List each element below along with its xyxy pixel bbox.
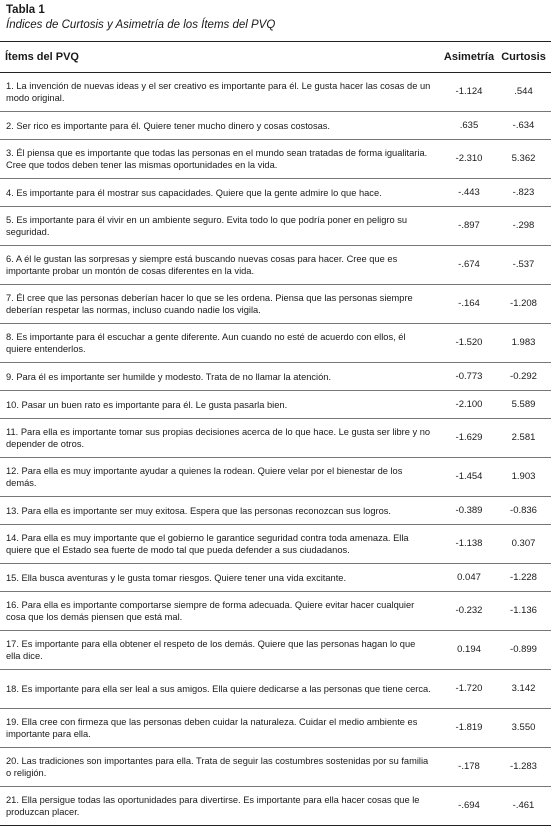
asimetria-value: -1.819 xyxy=(442,709,496,748)
asimetria-value: -.674 xyxy=(442,246,496,285)
table-row xyxy=(0,419,551,458)
curtosis-value: 1.903 xyxy=(496,458,551,497)
asimetria-value: -0.773 xyxy=(442,363,496,391)
item-text: 11. Para ella es importante tomar sus propias decisiones acerca de lo que hace. Le gusta ser libre y no depender de otros. xyxy=(0,419,442,458)
item-text: 4. Es importante para él mostrar sus capacidades. Quiere que la gente admire lo que hace. xyxy=(0,179,442,207)
curtosis-value: -1.283 xyxy=(496,748,551,787)
table-row xyxy=(0,564,551,592)
asimetria-value: -0.389 xyxy=(442,497,496,525)
table-row xyxy=(0,709,551,748)
curtosis-value: -.298 xyxy=(496,207,551,246)
asimetria-value: -1.454 xyxy=(442,458,496,497)
table-row xyxy=(0,391,551,419)
curtosis-value: 1.983 xyxy=(496,324,551,363)
table-row xyxy=(0,246,551,285)
table-row xyxy=(0,140,551,179)
item-text: 18. Es importante para ella ser leal a sus amigos. Ella quiere dedicarse a las personas que tiene cerca. xyxy=(0,670,442,709)
asimetria-value: -.694 xyxy=(442,787,496,826)
item-text: 21. Ella persigue todas las oportunidades para divertirse. Es importante para ella hacer cosas que le produzcan placer. xyxy=(0,787,442,826)
item-text: 8. Es importante para él escuchar a gente diferente. Aun cuando no esté de acuerdo con ellos, él quiere entenderlos. xyxy=(0,324,442,363)
item-text: 7. Él cree que las personas deberían hacer lo que se les ordena. Piensa que las personas siempre deberían respetar las normas, incluso cuando nadie los vigila. xyxy=(0,285,442,324)
item-text: 16. Para ella es importante comportarse siempre de forma adecuada. Quiere evitar hacer cualquier cosa que los demás piensen que está mal. xyxy=(0,592,442,631)
item-text: 9. Para él es importante ser humilde y modesto. Trata de no llamar la atención. xyxy=(0,363,442,391)
asimetria-value: -2.310 xyxy=(442,140,496,179)
pvq-table xyxy=(0,41,551,826)
table-row xyxy=(0,285,551,324)
table-row xyxy=(0,207,551,246)
item-text: 6. A él le gustan las sorpresas y siempre está buscando nuevas cosas para hacer. Cree que es importante probar un montón de cosas diferentes en la vida. xyxy=(0,246,442,285)
table-row xyxy=(0,179,551,207)
asimetria-value: -.178 xyxy=(442,748,496,787)
table-row xyxy=(0,670,551,709)
header-curtosis: Curtosis xyxy=(496,42,551,73)
table-row xyxy=(0,631,551,670)
asimetria-value: -0.232 xyxy=(442,592,496,631)
curtosis-value: 5.589 xyxy=(496,391,551,419)
item-text: 17. Es importante para ella obtener el respeto de los demás. Quiere que las personas hagan lo que ella dice. xyxy=(0,631,442,670)
asimetria-value: 0.047 xyxy=(442,564,496,592)
curtosis-value: -1.228 xyxy=(496,564,551,592)
asimetria-value: -2.100 xyxy=(442,391,496,419)
item-text: 5. Es importante para él vivir en un ambiente seguro. Evita todo lo que podría poner en peligro su seguridad. xyxy=(0,207,442,246)
asimetria-value: -1.720 xyxy=(442,670,496,709)
curtosis-value: .544 xyxy=(496,73,551,112)
table-row xyxy=(0,458,551,497)
asimetria-value: -.897 xyxy=(442,207,496,246)
curtosis-value: -0.899 xyxy=(496,631,551,670)
curtosis-value: -1.136 xyxy=(496,592,551,631)
asimetria-value: -1.629 xyxy=(442,419,496,458)
curtosis-value: 3.142 xyxy=(496,670,551,709)
item-text: 12. Para ella es muy importante ayudar a quienes la rodean. Quiere velar por el bienestar de los demás. xyxy=(0,458,442,497)
curtosis-value: -0.292 xyxy=(496,363,551,391)
table-row xyxy=(0,787,551,826)
item-text: 14. Para ella es muy importante que el gobierno le garantice seguridad contra toda amenaza. Ella quiere que el Estado sea fuerte de modo tal que pueda defender a sus ciudadanos. xyxy=(0,525,442,564)
asimetria-value: -1.520 xyxy=(442,324,496,363)
header-row xyxy=(0,42,551,73)
asimetria-value: -.443 xyxy=(442,179,496,207)
table-caption: Índices de Curtosis y Asimetría de los Ítems del PVQ xyxy=(6,19,276,31)
asimetria-value: -1.124 xyxy=(442,73,496,112)
item-text: 19. Ella cree con firmeza que las personas deben cuidar la naturaleza. Cuidar el medio ambiente es importante para ella. xyxy=(0,709,442,748)
item-text: 20. Las tradiciones son importantes para ella. Trata de seguir las costumbres sostenidas por su familia o religión. xyxy=(0,748,442,787)
curtosis-value: 0.307 xyxy=(496,525,551,564)
table-row xyxy=(0,363,551,391)
table-number: Tabla 1 xyxy=(6,4,45,16)
table-row xyxy=(0,324,551,363)
curtosis-value: 3.550 xyxy=(496,709,551,748)
curtosis-value: -0.836 xyxy=(496,497,551,525)
item-text: 2. Ser rico es importante para él. Quiere tener mucho dinero y cosas costosas. xyxy=(0,112,442,140)
item-text: 10. Pasar un buen rato es importante para él. Le gusta pasarla bien. xyxy=(0,391,442,419)
table-row xyxy=(0,112,551,140)
header-items: Ítems del PVQ xyxy=(0,42,442,73)
table-row xyxy=(0,73,551,112)
curtosis-value: -.823 xyxy=(496,179,551,207)
asimetria-value: -1.138 xyxy=(442,525,496,564)
item-text: 1. La invención de nuevas ideas y el ser creativo es importante para él. Le gusta hacer las cosas de un modo original. xyxy=(0,73,442,112)
curtosis-value: -.461 xyxy=(496,787,551,826)
item-text: 13. Para ella es importante ser muy exitosa. Espera que las personas reconozcan sus logros. xyxy=(0,497,442,525)
item-text: 15. Ella busca aventuras y le gusta tomar riesgos. Quiere tener una vida excitante. xyxy=(0,564,442,592)
header-asimetria: Asimetría xyxy=(442,42,496,73)
curtosis-value: 5.362 xyxy=(496,140,551,179)
curtosis-value: -.634 xyxy=(496,112,551,140)
table-row xyxy=(0,525,551,564)
table-row xyxy=(0,497,551,525)
table-row xyxy=(0,592,551,631)
asimetria-value: 0.194 xyxy=(442,631,496,670)
curtosis-value: -1.208 xyxy=(496,285,551,324)
table-row xyxy=(0,748,551,787)
asimetria-value: .635 xyxy=(442,112,496,140)
curtosis-value: -.537 xyxy=(496,246,551,285)
curtosis-value: 2.581 xyxy=(496,419,551,458)
item-text: 3. Él piensa que es importante que todas las personas en el mundo sean tratadas de forma igualitaria. Cree que todos deben tener las mismas oportunidades en la vida. xyxy=(0,140,442,179)
asimetria-value: -.164 xyxy=(442,285,496,324)
